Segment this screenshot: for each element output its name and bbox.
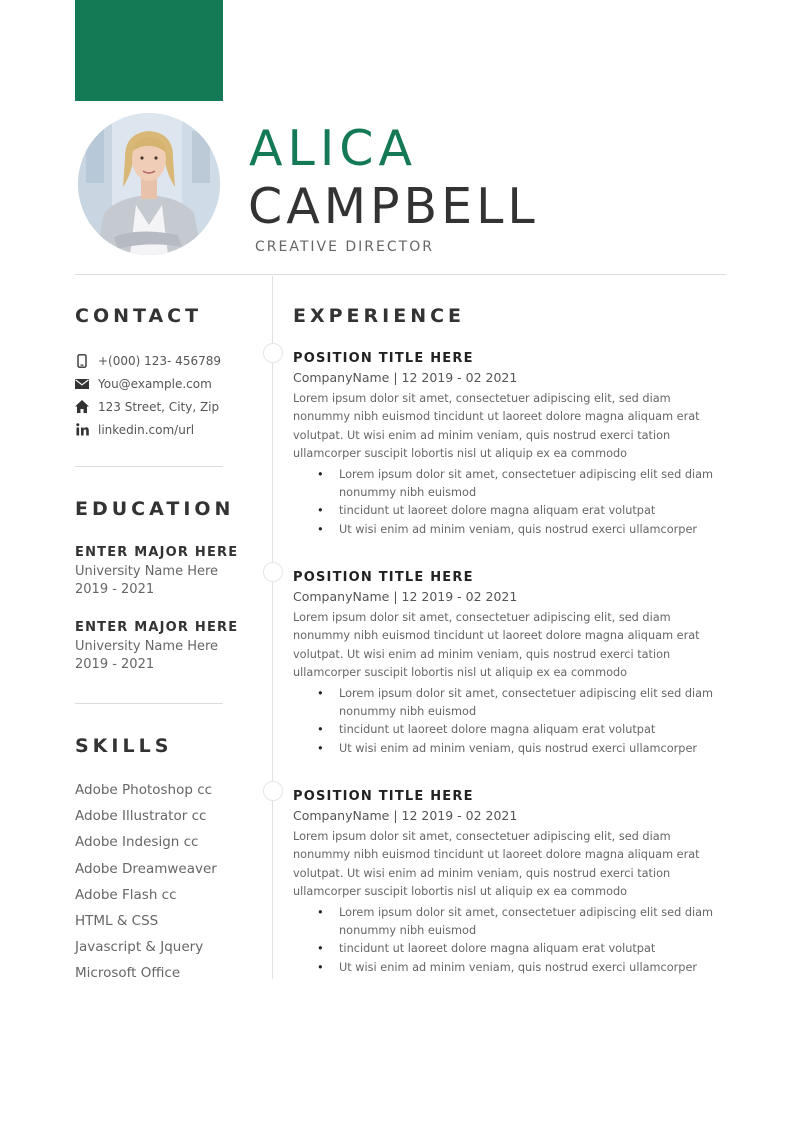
contact-email[interactable] [75,372,221,395]
first-name: ALICA [249,120,418,177]
contact-linkedin-text: linkedin.com/url [98,422,195,437]
timeline-dot [263,781,283,801]
job-bullet: • Ut wisi enim ad minim veniam, quis nostrud exerci ullamcorper [339,521,723,539]
job-description: Lorem ipsum dolor sit amet, consectetuer adipiscing elit, sed diam nonummy nibh euismod tincidunt ut laoreet dolore magna aliquam erat volutpat. Ut wisi enim ad minim veniam, quis nostrud exerci tation ullamcorper suscipit lobortis nisl ut aliquip ex ea commodo [293,611,700,680]
job-bullet: • Ut wisi enim ad minim veniam, quis nostrud exerci ullamcorper [339,959,723,977]
experience-entry [293,351,723,539]
skills-list [75,780,217,990]
phone-icon [75,354,89,368]
envelope-icon [75,377,89,391]
job-description: Lorem ipsum dolor sit amet, consectetuer adipiscing elit, sed diam nonummy nibh euismod tincidunt ut laoreet dolore magna aliquam erat volutpat. Ut wisi enim ad minim veniam, quis nostrud exerci tation ullamcorper suscipit lobortis nisl ut aliquip ex ea commodo [293,392,700,461]
job-bullet: • tincidunt ut laoreet dolore magna aliquam erat volutpat [339,502,723,520]
contact-heading: CONTACT [75,305,203,327]
skill-item: Adobe Indesign cc [75,834,199,851]
job-bullet: • Ut wisi enim ad minim veniam, quis nostrud exerci ullamcorper [339,740,723,758]
job-bullet: • Lorem ipsum dolor sit amet, consectetuer adipiscing elit sed diam nonummy nibh euismod [339,904,723,941]
education-university: University Name Here [75,564,219,579]
education-divider [75,703,223,704]
home-icon [75,400,89,414]
job-bullet: • Lorem ipsum dolor sit amet, consectetuer adipiscing elit sed diam nonummy nibh euismod [339,466,723,503]
contact-address [75,395,221,418]
contact-email-text: You@example.com [98,376,212,391]
timeline-dot [263,562,283,582]
skill-item: Adobe Photoshop cc [75,782,213,798]
contact-list [75,349,221,441]
job-bullets [293,685,723,759]
linkedin-icon [75,423,89,437]
contact-phone[interactable] [75,349,221,372]
job-bullets [293,904,723,978]
position-title: POSITION TITLE HERE [293,351,474,366]
experience-entry [293,570,723,758]
skill-item: Adobe Flash cc [75,886,177,903]
education-major: ENTER MAJOR HERE [75,620,239,635]
skill-item: HTML & CSS [75,912,159,929]
column-divider [272,276,273,979]
education-years: 2019 - 2021 [75,582,155,597]
job-bullet: • tincidunt ut laoreet dolore magna aliquam erat volutpat [339,940,723,958]
education-major: ENTER MAJOR HERE [75,545,239,560]
contact-linkedin[interactable] [75,418,221,441]
timeline-dot [263,343,283,363]
profile-photo [78,113,220,255]
accent-block [75,0,223,101]
skill-item: Adobe Dreamweaver [75,860,217,877]
contact-address-text: 123 Street, City, Zip [98,399,220,414]
contact-phone-text: +(000) 123- 456789 [98,353,221,368]
job-title: CREATIVE DIRECTOR [255,239,434,255]
company-dates: CompanyName | 12 2019 - 02 2021 [293,370,518,385]
education-entry [75,620,238,675]
position-title: POSITION TITLE HERE [293,570,474,585]
job-description: Lorem ipsum dolor sit amet, consectetuer adipiscing elit, sed diam nonummy nibh euismod tincidunt ut laoreet dolore magna aliquam erat volutpat. Ut wisi enim ad minim veniam, quis nostrud exerci tation ullamcorper suscipit lobortis nisl ut aliquip ex ea commodo [293,830,700,899]
job-bullet: • Lorem ipsum dolor sit amet, consectetuer adipiscing elit sed diam nonummy nibh euismod [339,685,723,722]
job-bullets [293,466,723,540]
experience-heading: EXPERIENCE [293,305,466,327]
education-heading: EDUCATION [75,498,235,520]
company-dates: CompanyName | 12 2019 - 02 2021 [293,589,518,604]
position-title: POSITION TITLE HERE [293,789,474,804]
header-divider [75,274,726,275]
last-name: CAMPBELL [248,178,539,235]
experience-entry [293,789,723,977]
skills-heading: SKILLS [75,735,173,757]
education-university: University Name Here [75,639,219,654]
education-years: 2019 - 2021 [75,657,155,672]
skill-item: Adobe Illustrator cc [75,808,207,825]
job-bullet: • tincidunt ut laoreet dolore magna aliquam erat volutpat [339,721,723,739]
skill-item: Microsoft Office [75,965,181,982]
skill-item: Javascript & Jquery [75,939,204,956]
contact-divider [75,466,223,467]
company-dates: CompanyName | 12 2019 - 02 2021 [293,808,518,823]
education-entry [75,545,238,600]
